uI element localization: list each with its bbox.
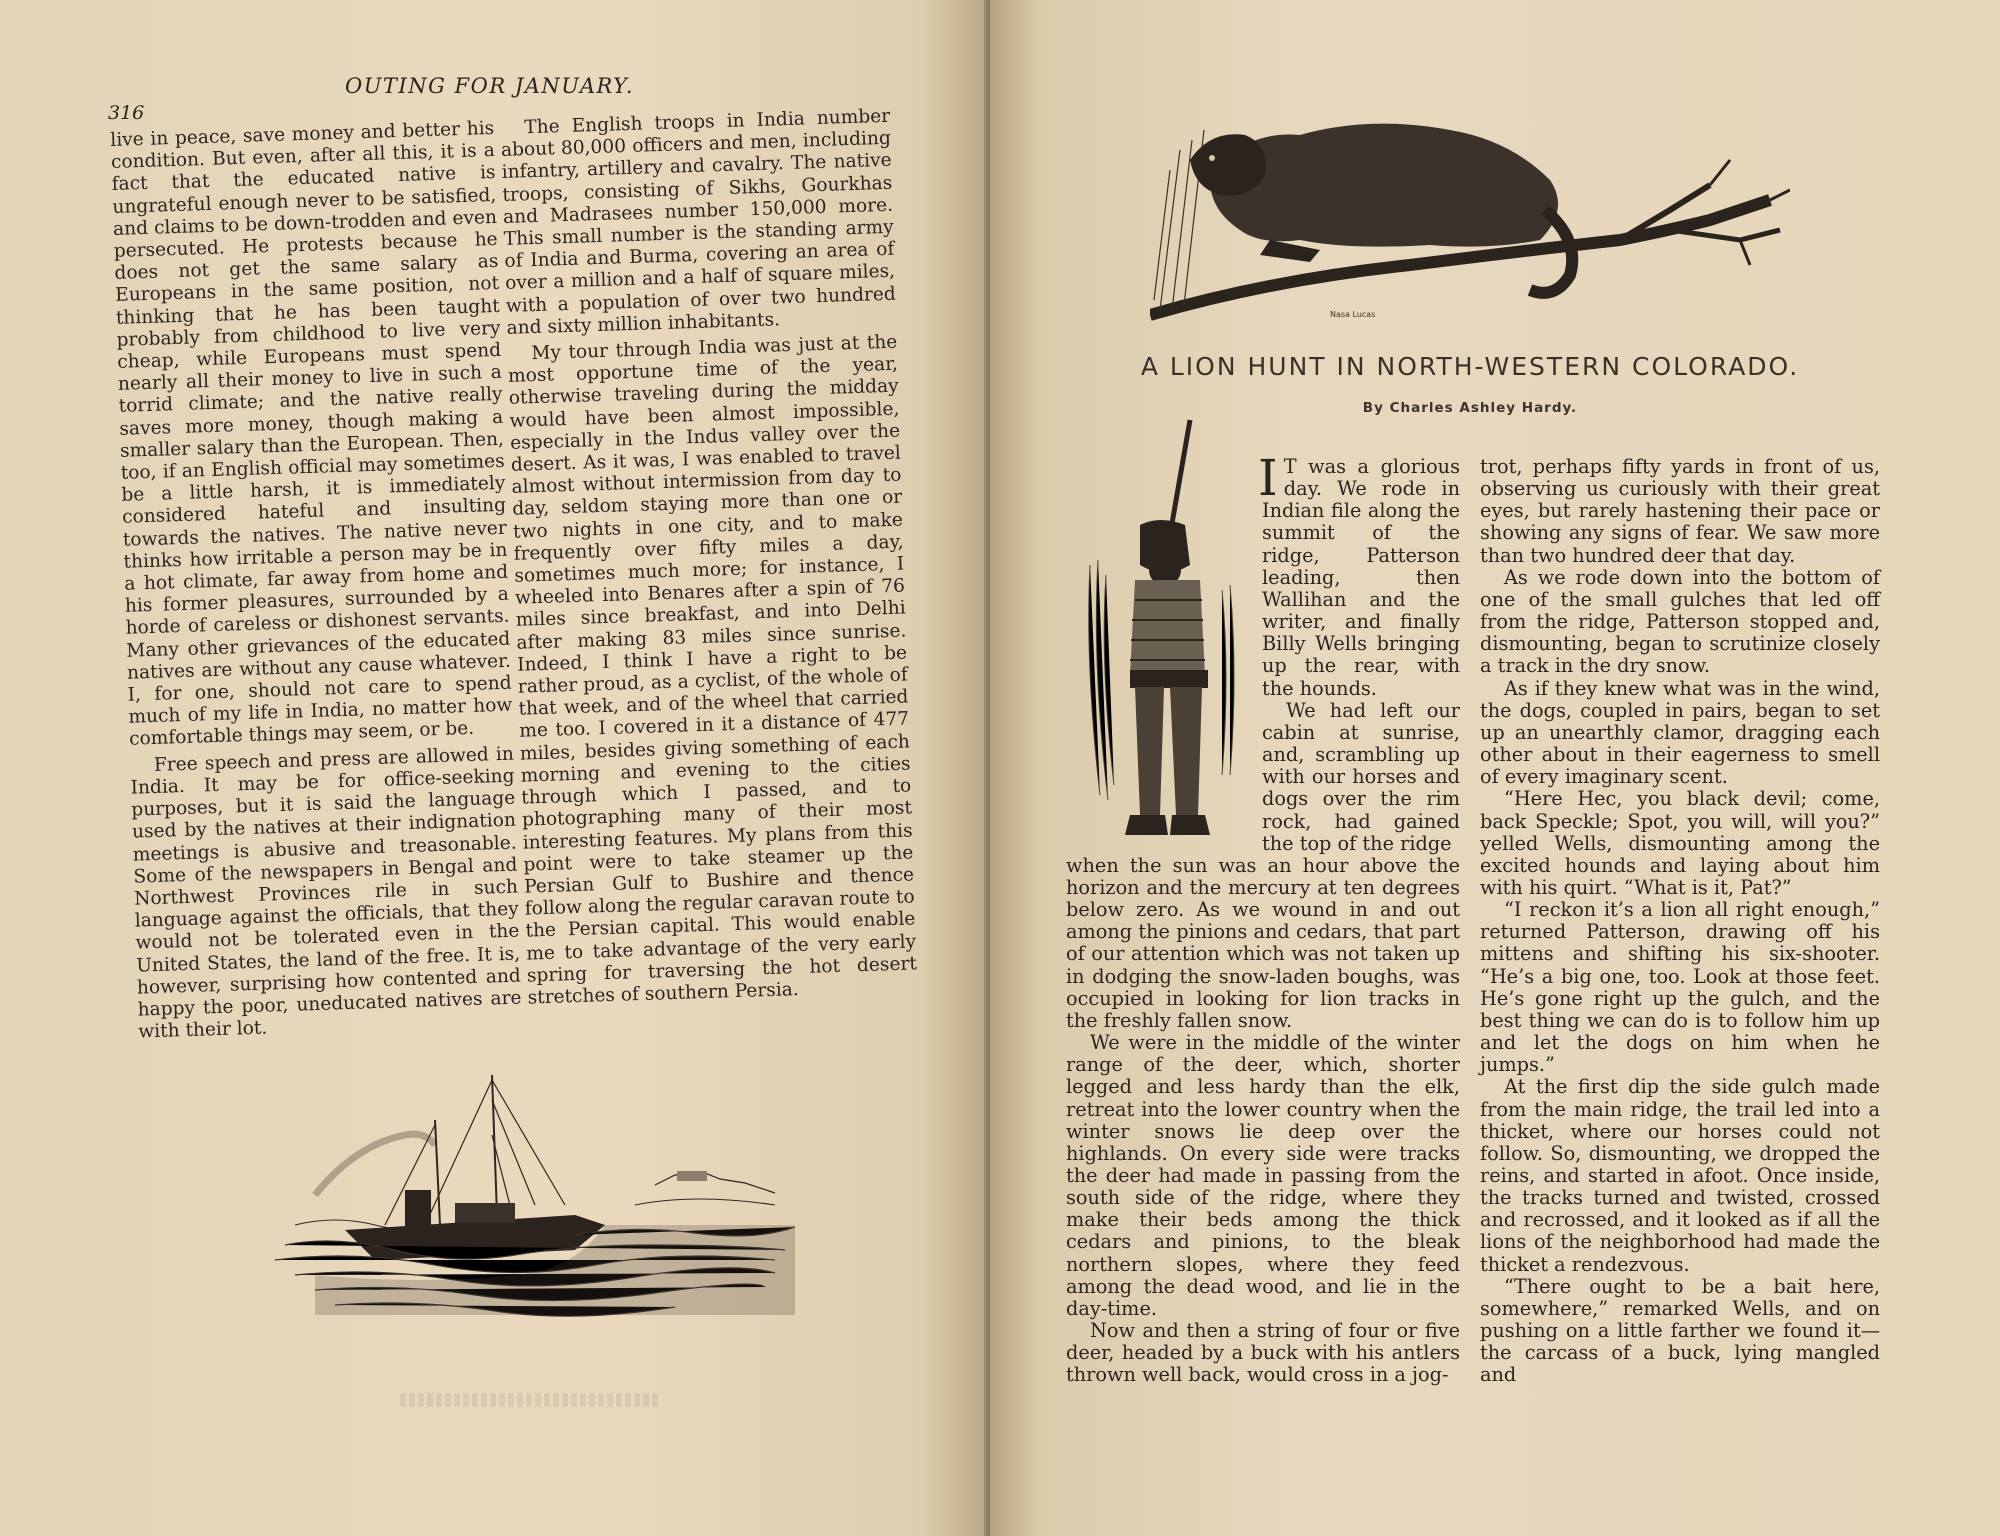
paragraph: “Here Hec, you black devil; come, back Speckle; Spot, you will, will you?” yelled Wells, dismounting among the excited hounds and laying about him with his quirt. “What is it, Pat?”: [1480, 787, 1880, 899]
right-column-1: [1066, 449, 1460, 1387]
right-column-2: [1480, 456, 1880, 1387]
paragraph-continuation: when the sun was an hour above the horizon and the mercury at ten degrees below zero. As we wound in and out among the pinions and cedars, that part of our attention which was not taken up in dodging the snow-laden boughs, was occupied in looking for lion tracks in the freshly fallen snow.: [1066, 853, 1460, 1032]
faint-plate-note: [400, 1393, 660, 1407]
paragraph: As if they knew what was in the wind, the dogs, coupled in pairs, began to set up an unearthly clamor, dragging each other about in their eagerness to smell of every imaginary scent.: [1480, 676, 1880, 789]
byline: By Charles Ashley Hardy.: [1362, 400, 1578, 416]
paragraph: Free speech and press are allowed in India. It may be for office-seeking purposes, but it is said the language used by the natives at their indignation meetings is abusive and treasonable. Some of the newspapers in Bengal and Northwest Provinces rile in such language against the officials, that they would not be tolerated even in the United States, the land of the free. It is, however, surprising how contented and happy the poor, uneducated natives are with their lot.: [130, 743, 522, 1043]
left-page: [0, 0, 990, 1536]
article-title: A LION HUNT IN NORTH-WESTERN COLORADO.: [1140, 352, 1800, 381]
paragraph: We were in the middle of the winter range of the deer, which, shorter legged and less hardy than the elk, retreat into the lower country when the winter snows lie deep over the highlands. On every side were tracks the deer had made in passing from the south side of the ridge, where they make their beds among the thick cedars and pinions, to the bleak northern slopes, where they feed among the dead wood, and lie in the day-time.: [1066, 1031, 1460, 1320]
paragraph: trot, perhaps fifty yards in front of us, observing us curiously with their great eyes, but rarely hastening their pace or showing any signs of fear. We saw more than two hundred deer that day.: [1480, 455, 1880, 567]
page-number: 316: [108, 102, 145, 124]
paragraph: “I reckon it’s a lion all right enough,” returned Patterson, drawing off his mittens and shifting his six-shooter. “He’s a big one, too. Look at those feet. He’s gone right up the gulch, and the best thing we can do is to follow him up and let the dogs on him when he jumps.”: [1480, 898, 1880, 1077]
paragraph: We had left our cabin at sunrise, and, scrambling up with our horses and dogs over the rim rock, had gained the top of the ridge: [1262, 698, 1460, 855]
opening-paragraph: I T was a glorious day. We rode in Indian file along the summit of the ridge, Patterson leading, then Wallihan and the writer, and finally Billy Wells bringing up the rear, with the hounds.: [1258, 449, 1460, 700]
illustration-signature: Nasa Lucas: [1330, 310, 1376, 319]
paragraph: live in peace, save money and better his condition. But even, after all this, it is a fact that the educated native is ungrateful enough never to be satisfied, and claims to be down-trodden and even persecuted. He protests because he does not get the same salary as Europeans in the same position, not thinking that he has been taught probably from childhood to live very cheap, while Europeans must spend nearly all their money to live in such a torrid climate; and the native really saves more money, though making a smaller salary than the European. Then, too, if an English official may sometimes be a little harsh, it is immediately considered hateful and insulting towards the natives. The native never thinks how irritable a person may be in a hot climate, far away from home and his former pleasures, surrounded by a horde of careless or dishonest servants. Many other grievances of the educated natives are without any cause whatever. I, for one, should not care to spend much of my life in India, no matter how comfortable things may seem, or be.: [110, 117, 513, 751]
left-column-1: [110, 118, 523, 1044]
paragraph: “There ought to be a bait here, somewhere,” remarked Wells, and on pushing on a little farther we found it—the carcass of a buck, lying mangled and: [1480, 1274, 1880, 1387]
running-head: OUTING FOR JANUARY.: [345, 74, 634, 98]
paragraph: At the first dip the side gulch made from the main ridge, the trail led into a thicket, where our horses could not follow. So, dismounting, we dropped the reins, and started in afoot. Once inside, the tracks turned and twisted, crossed and recrossed, and it looked as if all the lions of the neighborhood had made the thicket a rendezvous.: [1480, 1075, 1880, 1276]
left-column-2: [500, 106, 918, 1010]
wrapped-intro: [1258, 449, 1460, 855]
right-page: [990, 0, 2000, 1536]
paragraph: My tour through India was just at the most opportune time of the year, otherwise traveling during the midday would have been almost impossible, especially in the Indus valley over the desert. As it was, I was enabled to travel almost without intermission from day to day, seldom staying more than one or two nights in one city, and to make frequently over fifty miles a day, sometimes much more; for instance, I wheeled into Benares after a spin of 76 miles since breakfast, and into Delhi after making 83 miles since sunrise. Indeed, I think I have a right to be rather proud, as a cyclist, of the whole of that week, and of the wheel that carried me too. I covered in it a distance of 477 miles, besides giving something of each morning and evening to the cities through which I passed, and to photographing many of their most interesting features. My plans from this point were to take steamer up the Persian Gulf to Bushire and thence follow along the regular caravan route to the Persian capital. This would enable me to take advantage of the very early spring for traversing the hot desert stretches of southern Persia.: [507, 331, 918, 1009]
paragraph: The English troops in India number about 80,000 officers and men, including infantry, artillery and cavalry. The native troops, consisting of Sikhs, Gourkhas and Madrasees number 150,000 more. This small number is the standing army of India and Burma, covering an area of over a million and a half of square miles, with a population of over two hundred and sixty million inhabitants.: [500, 105, 897, 339]
steamship-illustration: [275, 1075, 795, 1335]
paragraph: As we rode down into the bottom of one of the small gulches that led off from the ridge, Patterson stopped and, dismounting, began to scrutinize closely a track in the dry snow.: [1480, 565, 1880, 678]
mountain-lion-illustration: [1150, 90, 1790, 325]
paragraph: Now and then a string of four or five deer, headed by a buck with his antlers thrown well back, would cross in a jog-: [1066, 1319, 1460, 1387]
drop-cap: I: [1258, 449, 1278, 507]
